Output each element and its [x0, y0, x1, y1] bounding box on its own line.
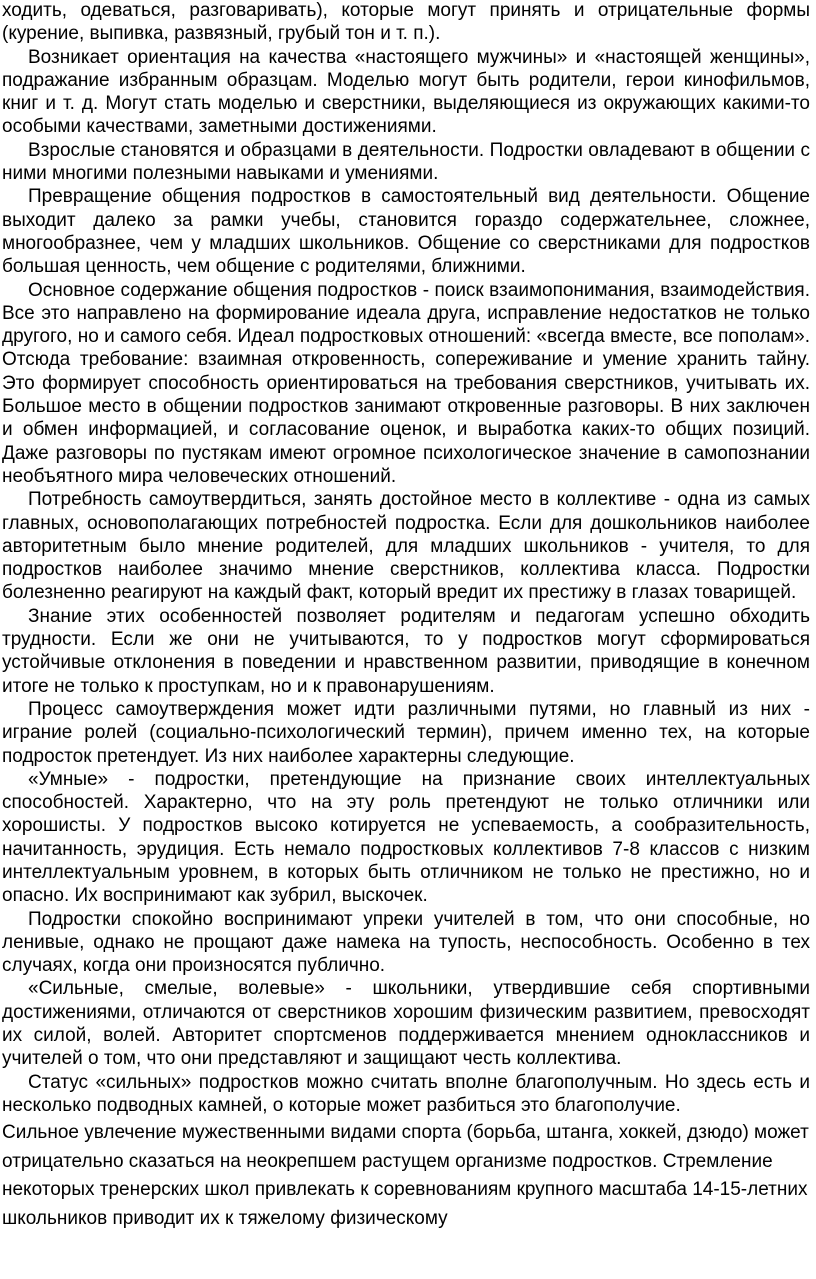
- paragraph-role-playing: Процесс самоутверждения может идти различными путями, но главный из них - играние ролей (социально-психологический термин), причем именно тех, на которые подросток претендует. Из них наиболее характерны следующие.: [2, 698, 810, 767]
- paragraph-sport-risks: Сильное увлечение мужественными видами спорта (борьба, штанга, хоккей, дзюдо) может отрицательно сказаться на неокрепшем растущем организме подростков. Стремление некоторых тренерских школ привлекать к соревнованиям крупного масштаба 14-15-летних школьников приводит их к тяжелому физическому: [2, 1122, 809, 1229]
- paragraph-smart-role: «Умные» - подростки, претендующие на признание своих интеллектуальных способностей. Характерно, что на эту роль претендуют не только отличники или хорошисты. У подростков высоко котируется не успеваемость, а сообразительность, начитанность, эрудиция. Есть немало подростковых коллективов 7-8 классов с низким интеллектуальным уровнем, в которых быть отличником не только не престижно, но и опасно. Их воспринимают как зубрил, выскочек.: [2, 768, 810, 907]
- paragraph-knowing-features: Знание этих особенностей позволяет родителям и педагогам успешно обходить трудности. Если же они не учитываются, то у подростков могут сформироваться устойчивые отклонения в поведении и нравственном развитии, приводящие в конечном итоге не только к проступкам, но и к правонарушениям.: [2, 605, 810, 697]
- paragraph-strong-status: Статус «сильных» подростков можно считать вполне благополучным. Но здесь есть и несколько подводных камней, о которые может разбиться это благополучие.: [2, 1071, 810, 1116]
- paragraph-communication-activity: Превращение общения подростков в самостоятельный вид деятельности. Общение выходит далеко за рамки учебы, становится гораздо содержательнее, сложнее, многообразнее, чем у младших школьников. Общение со сверстниками для подростков большая ценность, чем общение с родителями, ближними.: [2, 186, 810, 278]
- paragraph-adults-as-models: Взрослые становятся и образцами в деятельности. Подростки овладевают в общении с ними многими полезными навыками и умениями.: [2, 139, 810, 185]
- document-body: [2, 0, 810, 1117]
- paragraph-continued: ходить, одеваться, разговаривать), которые могут принять и отрицательные формы (курение, выпивка, развязный, грубый тон и т. п.).: [2, 0, 810, 45]
- paragraph-self-assertion-need: Потребность самоутвердиться, занять достойное место в коллективе - одна из самых главных, основополагающих потребностей подростка. Если для дошкольников наиболее авторитетным было мнение родителей, для младших школьников - учителя, то для подростков наиболее значимо мнение сверстников, коллектива класса. Подростки болезненно реагируют на каждый факт, который вредит их престижу в глазах товарищей.: [2, 489, 810, 604]
- document-tail: [2, 1119, 810, 1233]
- paragraph-teacher-reproaches: Подростки спокойно воспринимают упреки учителей в том, что они способные, но ленивые, однако не прощают даже намека на тупость, неспособность. Особенно в тех случаях, когда они произносятся публично.: [2, 908, 810, 977]
- paragraph-communication-content: Основное содержание общения подростков - поиск взаимопонимания, взаимодействия. Все это направлено на формирование идеала друга, исправление недостатков не только другого, но и самого себя. Идеал подростковых отношений: «всегда вместе, все пополам». Отсюда требование: взаимная откровенность, сопереживание и умение хранить тайну. Это формирует способность ориентироваться на требования сверстников, учитывать их. Большое место в общении подростков занимают откровенные разговоры. В них заключен и обмен информацией, и согласование оценок, и выработка каких-то общих позиций. Даже разговоры по пустякам имеют огромное психологическое значение в самопознании необъятного мира человеческих отношений.: [2, 279, 810, 487]
- paragraph-gender-role-models: Возникает ориентация на качества «настоящего мужчины» и «настоящей женщины», подражание избранным образцам. Моделью могут быть родители, герои кинофильмов, книг и т. д. Могут стать моделью и сверстники, выделяющиеся из окружающих какими-то особыми качествами, заметными достижениями.: [2, 46, 810, 138]
- paragraph-strong-role: «Сильные, смелые, волевые» - школьники, утвердившие себя спортивными достижениями, отличаются от сверстников хорошим физическим развитием, превосходят их силой, волей. Авторитет спортсменов поддерживается мнением одноклассников и учителей о том, что они представляют и защищают честь коллектива.: [2, 978, 810, 1070]
